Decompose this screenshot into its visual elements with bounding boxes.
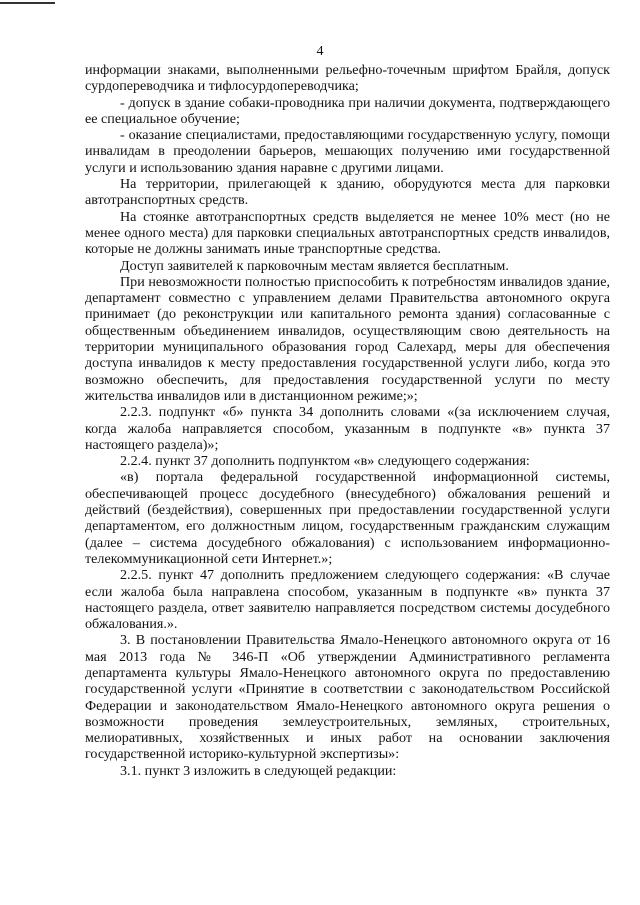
document-body <box>85 62 610 779</box>
paragraph: 2.2.5. пункт 47 дополнить предложением следующего содержания: «В случае если жалоба была направлена способом, указанным в подпункте «в» пункта 37 настоящего раздела, ответ заявителю направляется посредством системы досудебного обжалования.». <box>85 567 610 633</box>
paragraph: - оказание специалистами, предоставляющими государственную услугу, помощи инвалидам в преодолении барьеров, мешающих получению ими государственной услуги и использованию здания наравне с другими лицами. <box>85 127 610 176</box>
paragraph: информации знаками, выполненными рельефно-точечным шрифтом Брайля, допуск сурдопереводчика и тифлосурдопереводчика; <box>85 62 610 95</box>
paragraph: 3.1. пункт 3 изложить в следующей редакции: <box>120 762 397 779</box>
paragraph: 3. В постановлении Правительства Ямало-Ненецкого автономного округа от 16 мая 2013 года № 346-П «Об утверждении Административного регламента департамента культуры Ямало-Ненецкого автономного округа по предоставлению государственной услуги «Принятие в соответствии с законодательством Российской Федерации и законодательством Ямало-Ненецкого автономного округа решения о возможности проведения землеустроительных, земляных, строительных, мелиоративных, хозяйственных и иных работ на основании заключения государственной историко-культурной экспертизы»: <box>85 632 610 763</box>
paragraph: На территории, прилегающей к зданию, оборудуются места для парковки автотранспортных средств. <box>85 176 610 209</box>
corner-rule <box>0 2 55 4</box>
page-number: 4 <box>316 44 324 59</box>
paragraph: При невозможности полностью приспособить к потребностям инвалидов здание, департамент совместно с управлением делами Правительства автономного округа принимает (до реконструкции или капитального ремонта здания) согласованные с общественным объединением инвалидов, осуществляющим свою деятельность на территории муниципального образования город Салехард, меры для обеспечения доступа инвалидов к месту предоставления государственной услуги либо, когда это возможно обеспечить, для предоставления государственной услуги по месту жительства инвалидов или в дистанционном режиме;»; <box>85 273 610 404</box>
paragraph: Доступ заявителей к парковочным местам является бесплатным. <box>120 257 509 274</box>
paragraph: На стоянке автотранспортных средств выделяется не менее 10% мест (но не менее одного места) для парковки специальных автотранспортных средств инвалидов, которые не должны занимать иные транспортные средства. <box>85 208 610 258</box>
paragraph: 2.2.3. подпункт «б» пункта 34 дополнить словами «(за исключением случая, когда жалоба направляется способом, указанным в подпункте «в» пункта 37 настоящего раздела)»; <box>85 404 610 453</box>
paragraph: 2.2.4. пункт 37 дополнить подпунктом «в» следующего содержания: <box>120 453 530 470</box>
paragraph: - допуск в здание собаки-проводника при наличии документа, подтверждающего ее специальное обучение; <box>85 94 610 127</box>
paragraph: «в) портала федеральной государственной информационной системы, обеспечивающей процесс досудебного (внесудебного) обжалования решений и действий (бездействия), совершенных при предоставлении государственной услуги департаментом, его должностным лицом, государственным гражданским служащим (далее – система досудебного обжалования) с использованием информационно-телекоммуникационной сети Интернет.»; <box>85 469 610 567</box>
